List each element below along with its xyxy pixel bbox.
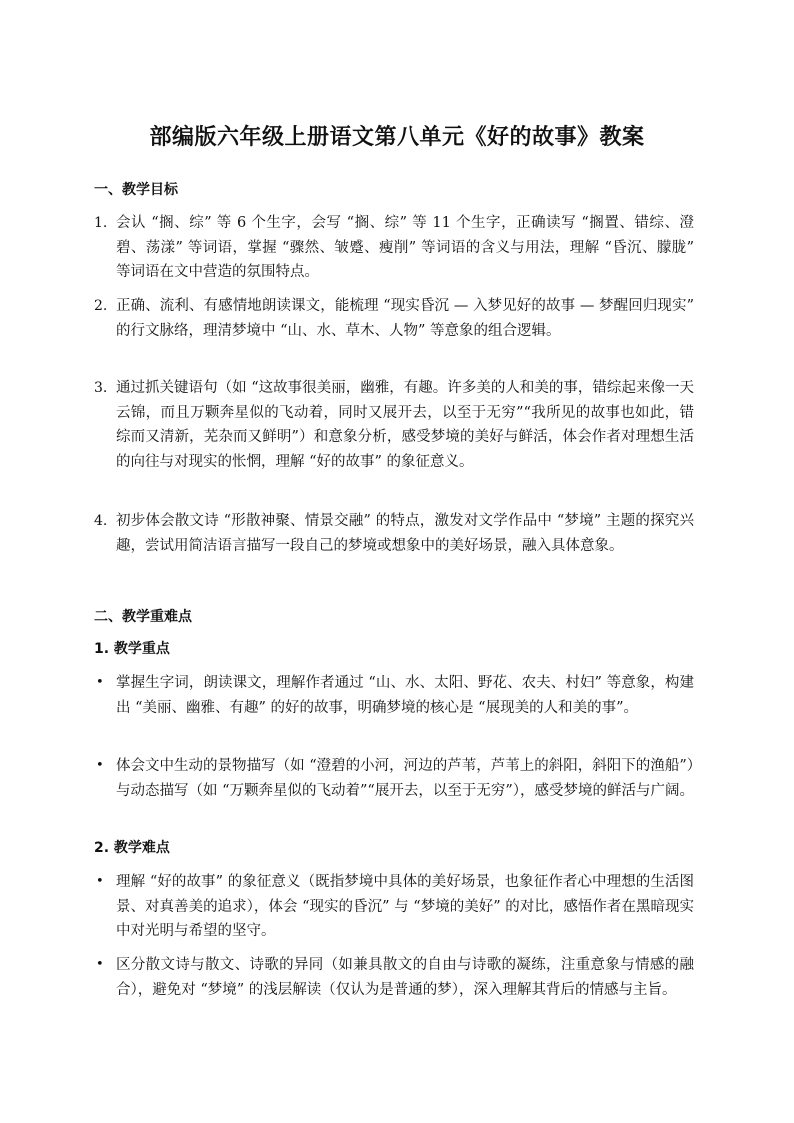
section-heading-key-difficult-points: 二、教学重难点 — [94, 609, 192, 625]
list-item — [94, 509, 694, 558]
bullet-icon: • — [96, 874, 104, 889]
bullet-item — [94, 953, 694, 1002]
bullet-icon: • — [96, 758, 104, 773]
bullet-icon: • — [96, 675, 104, 690]
list-number: 4. — [94, 513, 108, 529]
list-item-text: 正确、流利、有感情地朗读课文，能梳理 “现实昏沉 — 入梦见好的故事 — 梦醒回归现实” 的行文脉络，理清梦境中 “山、水、草木、人物” 等意象的组合逻辑。 — [116, 298, 694, 339]
list-number: 1. — [94, 215, 108, 231]
document-title: 部编版六年级上册语文第八单元《好的故事》教案 — [149, 125, 645, 150]
list-number: 3. — [94, 380, 108, 396]
bullet-item — [94, 870, 694, 944]
list-item-text: 会认 “搁、综” 等 6 个生字，会写 “搁、综” 等 11 个生字，正确读写 “搁置、错综、澄碧、荡漾” 等词语，掌握 “骤然、皱蹙、瘦削” 等词语的含义与用法，理解 “昏沉、朦胧” 等词语在文中营造的氛围特点。 — [116, 215, 694, 280]
list-item — [94, 376, 694, 474]
list-item — [94, 211, 694, 285]
bullet-item-text: 区分散文诗与散文、诗歌的异同（如兼具散文的自由与诗歌的凝练，注重意象与情感的融合），避免对 “梦境” 的浅层解读（仅认为是普通的梦），深入理解其背后的情感与主旨。 — [116, 957, 694, 998]
bullet-item-text: 掌握生字词，朗读课文，理解作者通过 “山、水、太阳、野花、农夫、村妇” 等意象，构建出 “美丽、幽雅、有趣” 的好的故事，明确梦境的核心是 “展现美的人和美的事”。 — [116, 675, 694, 716]
bullet-item — [94, 754, 694, 803]
bullet-item — [94, 671, 694, 720]
bullet-item-text: 体会文中生动的景物描写（如 “澄碧的小河，河边的芦苇，芦苇上的斜阳，斜阳下的渔船”）与动态描写（如 “万颗奔星似的飞动着”“展开去，以至于无穷”），感受梦境的鲜活与广阔。 — [116, 758, 695, 799]
bullet-item-text: 理解 “好的故事” 的象征意义（既指梦境中具体的美好场景，也象征作者心中理想的生活图景、对真善美的追求），体会 “现实的昏沉” 与 “梦境的美好” 的对比，感悟作者在黑暗现实中对光明与希望的坚守。 — [116, 874, 694, 939]
list-item-text: 初步体会散文诗 “形散神聚、情景交融” 的特点，激发对文学作品中 “梦境” 主题的探究兴趣，尝试用简洁语言描写一段自己的梦境或想象中的美好场景，融入具体意象。 — [116, 513, 694, 554]
subheading-key-points: 1. 教学重点 — [94, 641, 170, 657]
list-item-text: 通过抓关键语句（如 “这故事很美丽，幽雅，有趣。许多美的人和美的事，错综起来像一天云锦，而且万颗奔星似的飞动着，同时又展开去，以至于无穷”“我所见的故事也如此，错综而又清新，芜杂而又鲜明”）和意象分析，感受梦境的美好与鲜活，体会作者对理想生活的向往与对现实的怅惘，理解 “好的故事” 的象征意义。 — [116, 380, 694, 470]
subheading-difficult-points: 2. 教学难点 — [94, 840, 170, 856]
list-number: 2. — [94, 298, 108, 314]
section-heading-teaching-goals: 一、教学目标 — [94, 182, 178, 198]
bullet-icon: • — [96, 957, 104, 972]
list-item — [94, 294, 694, 343]
